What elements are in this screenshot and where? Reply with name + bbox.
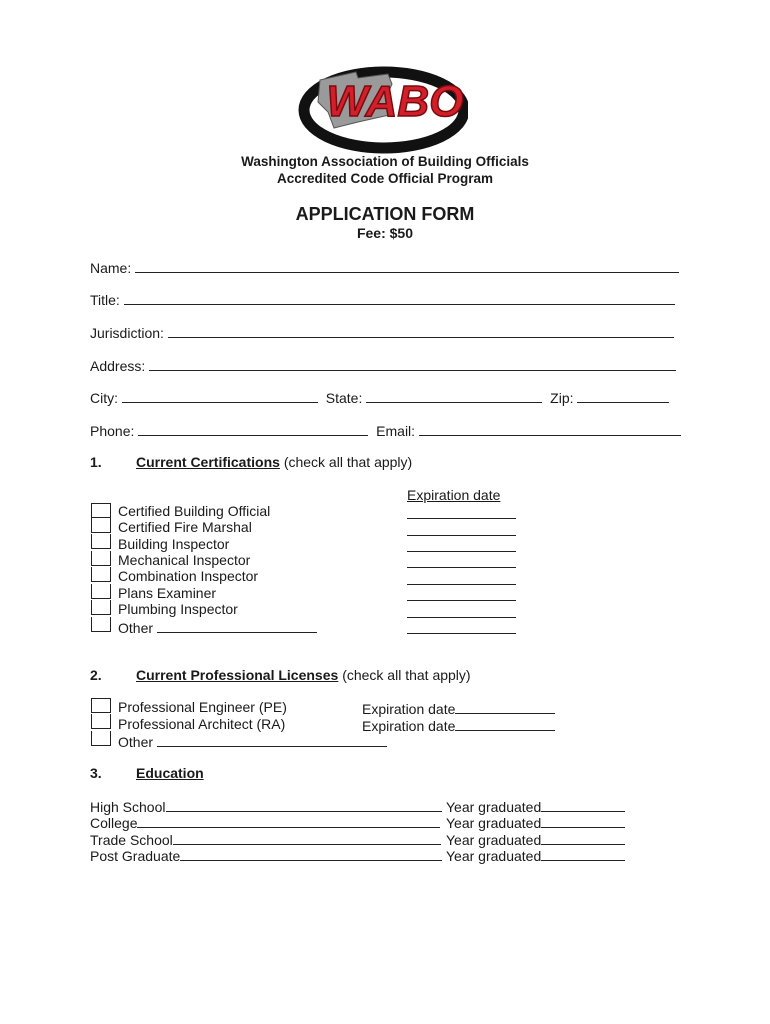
section1-heading-row [136, 454, 412, 470]
cert-other-row [118, 618, 317, 636]
education-label: Post Graduate [90, 848, 181, 864]
expiration-date-header: Expiration date [407, 487, 501, 503]
checkbox-professional-architect[interactable] [91, 714, 111, 729]
address-label: Address: [90, 358, 146, 374]
year-label: Year graduated [446, 815, 542, 831]
checkbox-plans-examiner[interactable] [91, 584, 111, 599]
checkbox-mechanical-inspector[interactable] [91, 551, 111, 566]
license-label: Other [118, 734, 154, 750]
cert-label: Other [118, 620, 154, 636]
expiration-input[interactable] [407, 567, 516, 568]
phone-row [90, 421, 681, 439]
title-input[interactable] [124, 290, 675, 305]
section3-heading: Education [136, 765, 204, 781]
name-row [90, 258, 679, 276]
checkbox-certified-building-official[interactable] [91, 503, 111, 518]
education-label: High School [90, 799, 166, 815]
wabo-logo [298, 58, 468, 154]
post-graduate-input[interactable] [180, 846, 442, 861]
zip-input[interactable] [577, 388, 669, 403]
expiration-input[interactable] [407, 617, 516, 618]
expiration-label: Expiration date [362, 718, 456, 734]
year-input[interactable] [541, 813, 625, 828]
section2-note: (check all that apply) [342, 667, 471, 683]
state-label: State: [325, 390, 363, 406]
checkbox-other-license[interactable] [91, 731, 111, 746]
cert-other-input[interactable] [157, 618, 317, 633]
license-other-input[interactable] [157, 732, 387, 747]
zip-label: Zip: [550, 390, 574, 406]
cert-label: Certified Fire Marshal [118, 519, 252, 535]
high-school-input[interactable] [166, 797, 442, 812]
expiration-input[interactable] [407, 600, 516, 601]
state-input[interactable] [366, 388, 542, 403]
title-row [90, 290, 675, 308]
name-label: Name: [90, 260, 132, 276]
email-label: Email: [376, 423, 416, 439]
education-label: Trade School [90, 832, 173, 848]
checkbox-building-inspector[interactable] [91, 534, 111, 549]
section1-heading: Current Certifications [136, 454, 280, 470]
license-other-row [118, 732, 387, 750]
cert-label: Building Inspector [118, 536, 230, 552]
logo-text: WABO [326, 77, 464, 126]
year-label: Year graduated [446, 848, 542, 864]
college-input[interactable] [137, 813, 440, 828]
ra-expiration-row [362, 716, 555, 734]
jurisdiction-row [90, 323, 674, 341]
year-label: Year graduated [446, 832, 542, 848]
org-name: Washington Association of Building Officials [241, 154, 529, 169]
pe-expiration-input[interactable] [455, 699, 555, 714]
expiration-input[interactable] [407, 633, 516, 634]
checkbox-plumbing-inspector[interactable] [91, 600, 111, 615]
year-label: Year graduated [446, 799, 542, 815]
expiration-input[interactable] [407, 535, 516, 536]
phone-label: Phone: [90, 423, 135, 439]
city-row [90, 388, 669, 406]
title-label: Title: [90, 292, 120, 308]
expiration-input[interactable] [407, 551, 516, 552]
trade-school-input[interactable] [173, 830, 441, 845]
section2-number: 2. [90, 667, 102, 683]
section1-note: (check all that apply) [283, 454, 413, 470]
section3-heading-row [136, 765, 204, 781]
email-input[interactable] [419, 421, 681, 436]
fee: Fee: $50 [356, 225, 414, 241]
year-row [446, 846, 625, 864]
license-label: Professional Engineer (PE) [118, 699, 287, 715]
form-title: APPLICATION FORM [295, 204, 475, 224]
checkbox-combination-inspector[interactable] [91, 567, 111, 582]
program-name: Accredited Code Official Program [276, 171, 494, 186]
ra-expiration-input[interactable] [455, 716, 555, 731]
cert-label: Mechanical Inspector [118, 552, 251, 568]
checkbox-other-certification[interactable] [91, 617, 111, 632]
cert-label: Plans Examiner [118, 585, 217, 601]
year-row [446, 813, 625, 831]
expiration-input[interactable] [407, 584, 516, 585]
license-label: Professional Architect (RA) [118, 716, 286, 732]
wabo-washington-logo-icon [298, 58, 468, 154]
year-input[interactable] [541, 830, 625, 845]
education-label: College [90, 815, 138, 831]
expiration-input[interactable] [407, 518, 516, 519]
city-input[interactable] [122, 388, 318, 403]
education-row-post-graduate [90, 846, 442, 864]
education-row-college [90, 813, 440, 831]
year-input[interactable] [541, 846, 625, 861]
phone-input[interactable] [138, 421, 368, 436]
section3-number: 3. [90, 765, 102, 781]
address-row [90, 356, 676, 374]
city-label: City: [90, 390, 118, 406]
year-input[interactable] [541, 797, 625, 812]
cert-label: Combination Inspector [118, 568, 259, 584]
name-input[interactable] [135, 258, 679, 273]
section1-number: 1. [90, 454, 102, 470]
checkbox-certified-fire-marshal[interactable] [91, 518, 111, 533]
jurisdiction-input[interactable] [168, 323, 674, 338]
cert-label: Plumbing Inspector [118, 601, 238, 617]
section2-heading-row [136, 667, 471, 683]
pe-expiration-row [362, 699, 555, 717]
address-input[interactable] [149, 356, 676, 371]
checkbox-professional-engineer[interactable] [91, 698, 111, 713]
cert-label: Certified Building Official [118, 503, 271, 519]
section2-heading: Current Professional Licenses [136, 667, 339, 683]
jurisdiction-label: Jurisdiction: [90, 325, 164, 341]
expiration-label: Expiration date [362, 701, 456, 717]
